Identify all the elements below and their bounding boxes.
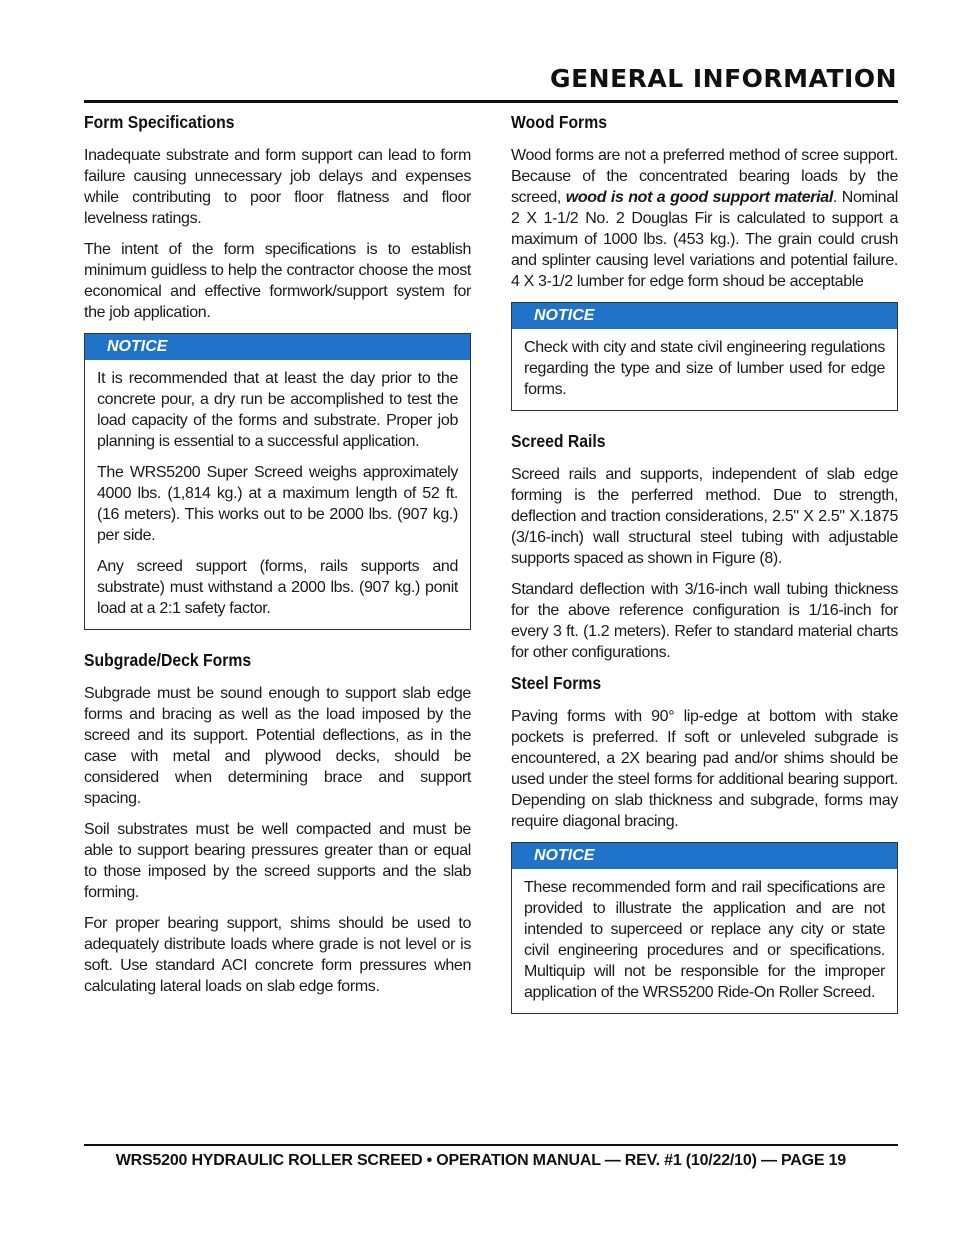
- notice-box: [84, 333, 471, 630]
- notice-label: NOTICE: [85, 334, 470, 360]
- heading-form-specifications: Form Specifications: [84, 112, 235, 132]
- notice-label: NOTICE: [512, 843, 897, 869]
- paragraph: For proper bearing support, shims should be used to adequately distribute loads where grade is not level or is soft. Use standard ACI concrete form pressures when calculating lateral loads on slab edge forms.: [84, 915, 471, 995]
- heading-wood-forms: Wood Forms: [511, 112, 607, 132]
- heading-steel-forms: Steel Forms: [511, 673, 602, 693]
- heading-screed-rails: Screed Rails: [511, 431, 606, 451]
- left-column: [84, 112, 471, 1007]
- page-title: GENERAL INFORMATION: [550, 64, 897, 93]
- page-footer: WRS5200 HYDRAULIC ROLLER SCREED • OPERATION MANUAL — REV. #1 (10/22/10) — PAGE 19: [115, 1152, 846, 1169]
- notice-box: [511, 842, 898, 1014]
- paragraph: Soil substrates must be well compacted and must be able to support bearing pressures greater than or equal to those imposed by the screed supports and the slab forming.: [84, 821, 471, 901]
- paragraph: Inadequate substrate and form support can lead to form failure causing unnecessary job delays and expenses while contributing to poor floor flatness and floor levelness ratings.: [84, 147, 471, 227]
- heading-subgrade-deck-forms: Subgrade/Deck Forms: [84, 650, 252, 670]
- notice-paragraph: These recommended form and rail specifications are provided to illustrate the application and are not intended to superceed or replace any city or state civil engineering procedures and or specifications. Multiquip will not be responsible for the improper application of the WRS5200 Ride-On Roller Screed.: [524, 879, 885, 1001]
- notice-box: [511, 302, 898, 411]
- text-run: . Nominal 2 X 1-1/2 No. 2 Douglas Fir is calculated to support a maximum of 1000 lbs. (453 kg.). The grain could crush and splinter causing level variations and potential failure. 4 X 3-1/2 lumber for edge form shoud be acceptable: [511, 189, 898, 290]
- notice-paragraph: Check with city and state civil engineering regulations regarding the type and size of lumber used for edge forms.: [524, 339, 885, 398]
- right-column: [511, 112, 898, 1034]
- paragraph: [511, 145, 898, 292]
- notice-paragraph: Any screed support (forms, rails supports and substrate) must withstand a 2000 lbs. (907 kg.) ponit load at a 2:1 safety factor.: [97, 558, 458, 617]
- notice-paragraph: It is recommended that at least the day prior to the concrete pour, a dry run be accomplished to test the load capacity of the forms and substrate. Proper job planning is essential to a successful application.: [97, 370, 458, 450]
- paragraph: Standard deflection with 3/16-inch wall tubing thickness for the above reference configuration is 1/16-inch for every 3 ft. (1.2 meters). Refer to standard material charts for other configurations.: [511, 581, 898, 661]
- notice-label: NOTICE: [512, 303, 897, 329]
- paragraph: The intent of the form specifications is to establish minimum guidless to help the contractor choose the most economical and effective formwork/support system for the job application.: [84, 241, 471, 321]
- paragraph: Paving forms with 90° lip-edge at bottom with stake pockets is preferred. If soft or unleveled subgrade is encountered, a 2X bearing pad and/or shims should be used under the steel forms for additional bearing support. Depending on slab thickness and subgrade, forms may require diagonal bracing.: [511, 708, 898, 830]
- header-rule: [84, 100, 898, 103]
- paragraph: Screed rails and supports, independent of slab edge forming is the perferred method. Due to strength, deflection and traction considerations, 2.5" X 2.5" X.1875 (3/16-inch) wall structural steel tubing with adjustable supports spaced as shown in Figure (8).: [511, 466, 898, 567]
- paragraph: Subgrade must be sound enough to support slab edge forms and bracing as well as the load imposed by the screed and its support. Potential deflections, as in the case with metal and plywood decks, should be considered when determining brace and support spacing.: [84, 685, 471, 807]
- footer-rule: [84, 1144, 898, 1146]
- text-run: Wood forms are not a preferred method of scree support. Because of the concentrated bearing loads by the screed,: [511, 147, 898, 206]
- notice-paragraph: The WRS5200 Super Screed weighs approximately 4000 lbs. (1,814 kg.) at a maximum length of 52 ft. (16 meters). This works out to be 2000 lbs. (907 kg.) per side.: [97, 464, 458, 544]
- emphasis-text: wood is not a good support material: [565, 189, 833, 206]
